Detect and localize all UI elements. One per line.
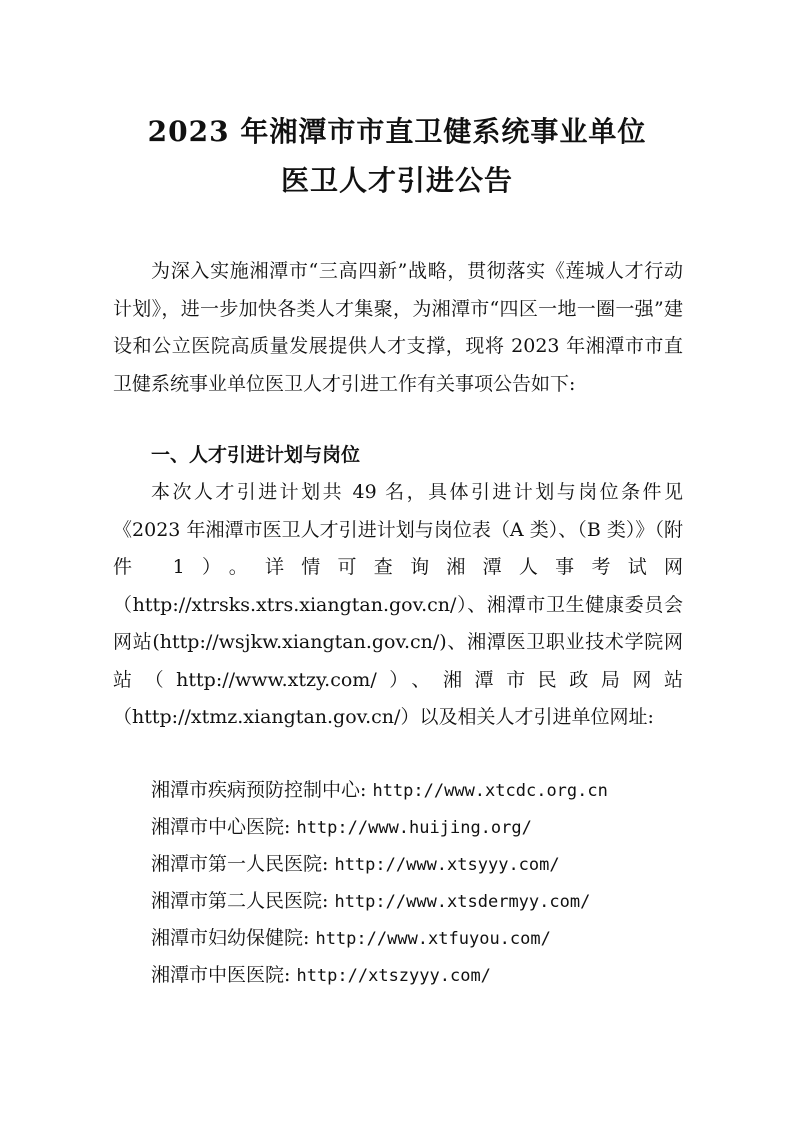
unit-name: 湘潭市中心医院:	[151, 816, 291, 838]
section-1-paragraph: 本次人才引进计划共 49 名，具体引进计划与岗位条件见《2023 年湘潭市医卫人才引进计划与岗位表（A 类）、（B 类）》（附件 1）。详情可查询湘潭人事考试网（http://xtrsks.xtrs.xiangtan.gov.cn/）、湘潭市卫生健康委员会网站(http://wsjkw.xiangtan.gov.cn/)、湘潭医卫职业技术学院网站（http://www.xtzy.com/）、湘潭市民政局网站（http://xtmz.xiangtan.gov.cn/）以及相关人才引进单位网址:	[113, 481, 683, 728]
unit-url-link[interactable]: http://xtszyyy.com/	[296, 966, 491, 986]
unit-url-link[interactable]: http://www.huijing.org/	[296, 818, 532, 838]
document-title-line-1: 2023 年湘潭市市直卫健系统事业单位	[147, 115, 647, 148]
unit-name: 湘潭市疾病预防控制中心:	[151, 779, 367, 801]
list-item	[151, 846, 608, 883]
unit-name: 湘潭市妇幼保健院:	[151, 927, 310, 949]
list-item	[151, 883, 608, 920]
list-item	[151, 920, 608, 957]
unit-url-link[interactable]: http://www.xtfuyou.com/	[315, 929, 551, 949]
intro-paragraph: 为深入实施湘潭市“三高四新”战略，贯彻落实《莲城人才行动计划》，进一步加快各类人才集聚，为湘潭市“四区一地一圈一强”建设和公立医院高质量发展提供人才支撑，现将 2023 年湘潭市市直卫健系统事业单位医卫人才引进工作有关事项公告如下:	[113, 260, 683, 395]
unit-name: 湘潭市中医医院:	[151, 964, 291, 986]
unit-url-link[interactable]: http://www.xtcdc.org.cn	[372, 781, 608, 801]
list-item	[151, 772, 608, 809]
unit-name: 湘潭市第二人民医院:	[151, 890, 329, 912]
unit-name: 湘潭市第一人民医院:	[151, 853, 329, 875]
unit-url-link[interactable]: http://www.xtsdermyy.com/	[334, 892, 591, 912]
document-title-line-2: 医卫人才引进公告	[280, 164, 513, 197]
section-1-heading: 一、人才引进计划与岗位	[151, 444, 361, 466]
list-item	[151, 809, 608, 846]
unit-website-list	[151, 772, 608, 994]
list-item	[151, 957, 608, 994]
unit-url-link[interactable]: http://www.xtsyyy.com/	[334, 855, 560, 875]
